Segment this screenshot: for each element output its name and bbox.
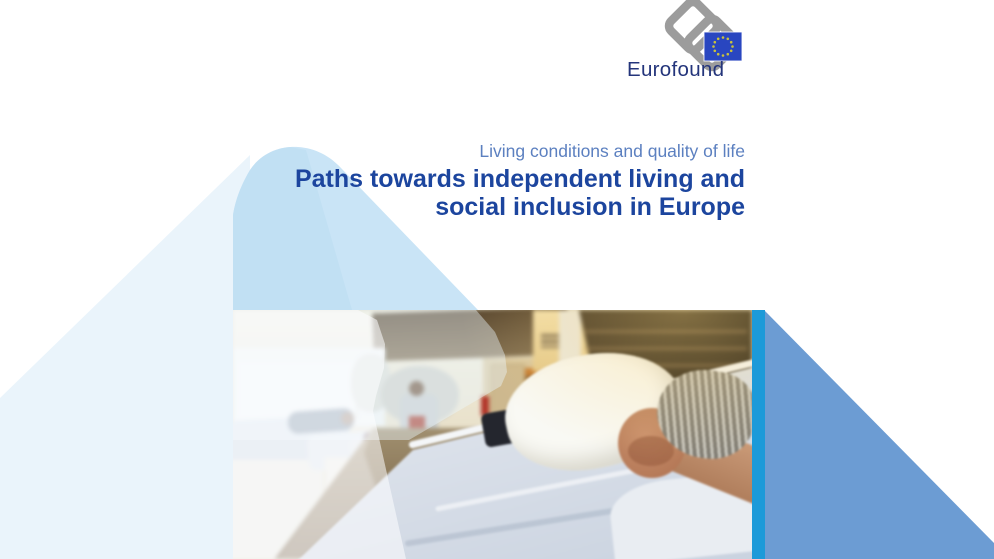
- pale-wedge-triangle: [0, 155, 250, 559]
- report-title-line1: Paths towards independent living and: [294, 165, 745, 193]
- series-title: Living conditions and quality of life: [479, 141, 745, 161]
- report-title-line2: social inclusion in Europe: [435, 193, 745, 221]
- cyan-accent-strip: [752, 310, 765, 559]
- eu-flag-icon: [704, 32, 742, 61]
- eurofound-logo: [627, 0, 767, 88]
- eurofound-wordmark: Eurofound: [627, 58, 725, 81]
- cover-photo: [233, 310, 752, 559]
- cover-heading: [295, 140, 745, 221]
- photo-overlays: [233, 310, 752, 559]
